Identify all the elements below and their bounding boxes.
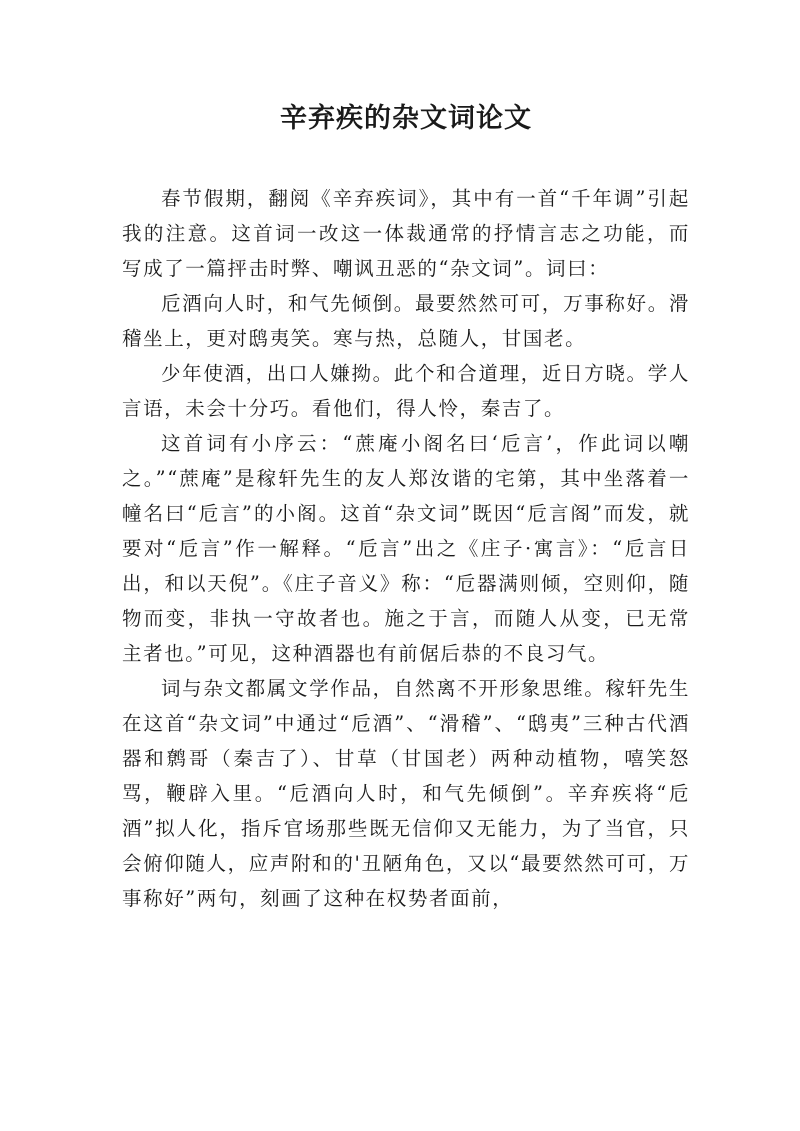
document-title: 辛弃疾的杂文词论文 bbox=[280, 103, 532, 134]
paragraph-intro: 春节假期，翻阅《辛弃疾词》，其中有一首“千年调”引起我的注意。这首词一改这一体裁通常的抒情言志之功能，而写成了一篇抨击时弊、嘲讽丑恶的“杂文词”。词曰： bbox=[122, 187, 690, 280]
paragraph-poem-stanza-2: 少年使酒，出口人嫌拗。此个和合道理，近日方晓。学人言语，未会十分巧。看他们，得人怜，秦吉了。 bbox=[122, 362, 690, 420]
paragraph-preface-explanation: 这首词有小序云：“蔗庵小阁名曰‘卮言’，作此词以嘲之。”“蔗庵”是稼轩先生的友人郑汝谐的宅第，其中坐落着一幢名曰“卮言”的小阁。这首“杂文词”既因“卮言阁”而发，就要对“卮言”作一解释。“卮言”出之《庄子·寓言》：“卮言日出，和以天倪”。《庄子音义》称：“卮器满则倾，空则仰，随物而变，非执一守故者也。施之于言，而随人从变，已无常主者也。”可见，这种酒器也有前倨后恭的不良习气。 bbox=[122, 432, 690, 665]
paragraph-poem-stanza-1: 卮酒向人时，和气先倾倒。最要然然可可，万事称好。滑稽坐上，更对鸱夷笑。寒与热，总随人，甘国老。 bbox=[122, 292, 690, 350]
document-body bbox=[122, 181, 690, 916]
paragraph-analysis: 词与杂文都属文学作品，自然离不开形象思维。稼轩先生在这首“杂文词”中通过“卮酒”、“滑稽”、“鸱夷”三种古代酒器和鹩哥（秦吉了）、甘草（甘国老）两种动植物，嘻笑怒骂，鞭辟入里。“卮酒向人时，和气先倾倒”。辛弃疾将“卮酒”拟人化，指斥官场那些既无信仰又无能力，为了当官，只会俯仰随人，应声附和的'丑陋角色，又以“最要然然可可，万事称好”两句，刻画了这种在权势者面前， bbox=[122, 677, 690, 910]
